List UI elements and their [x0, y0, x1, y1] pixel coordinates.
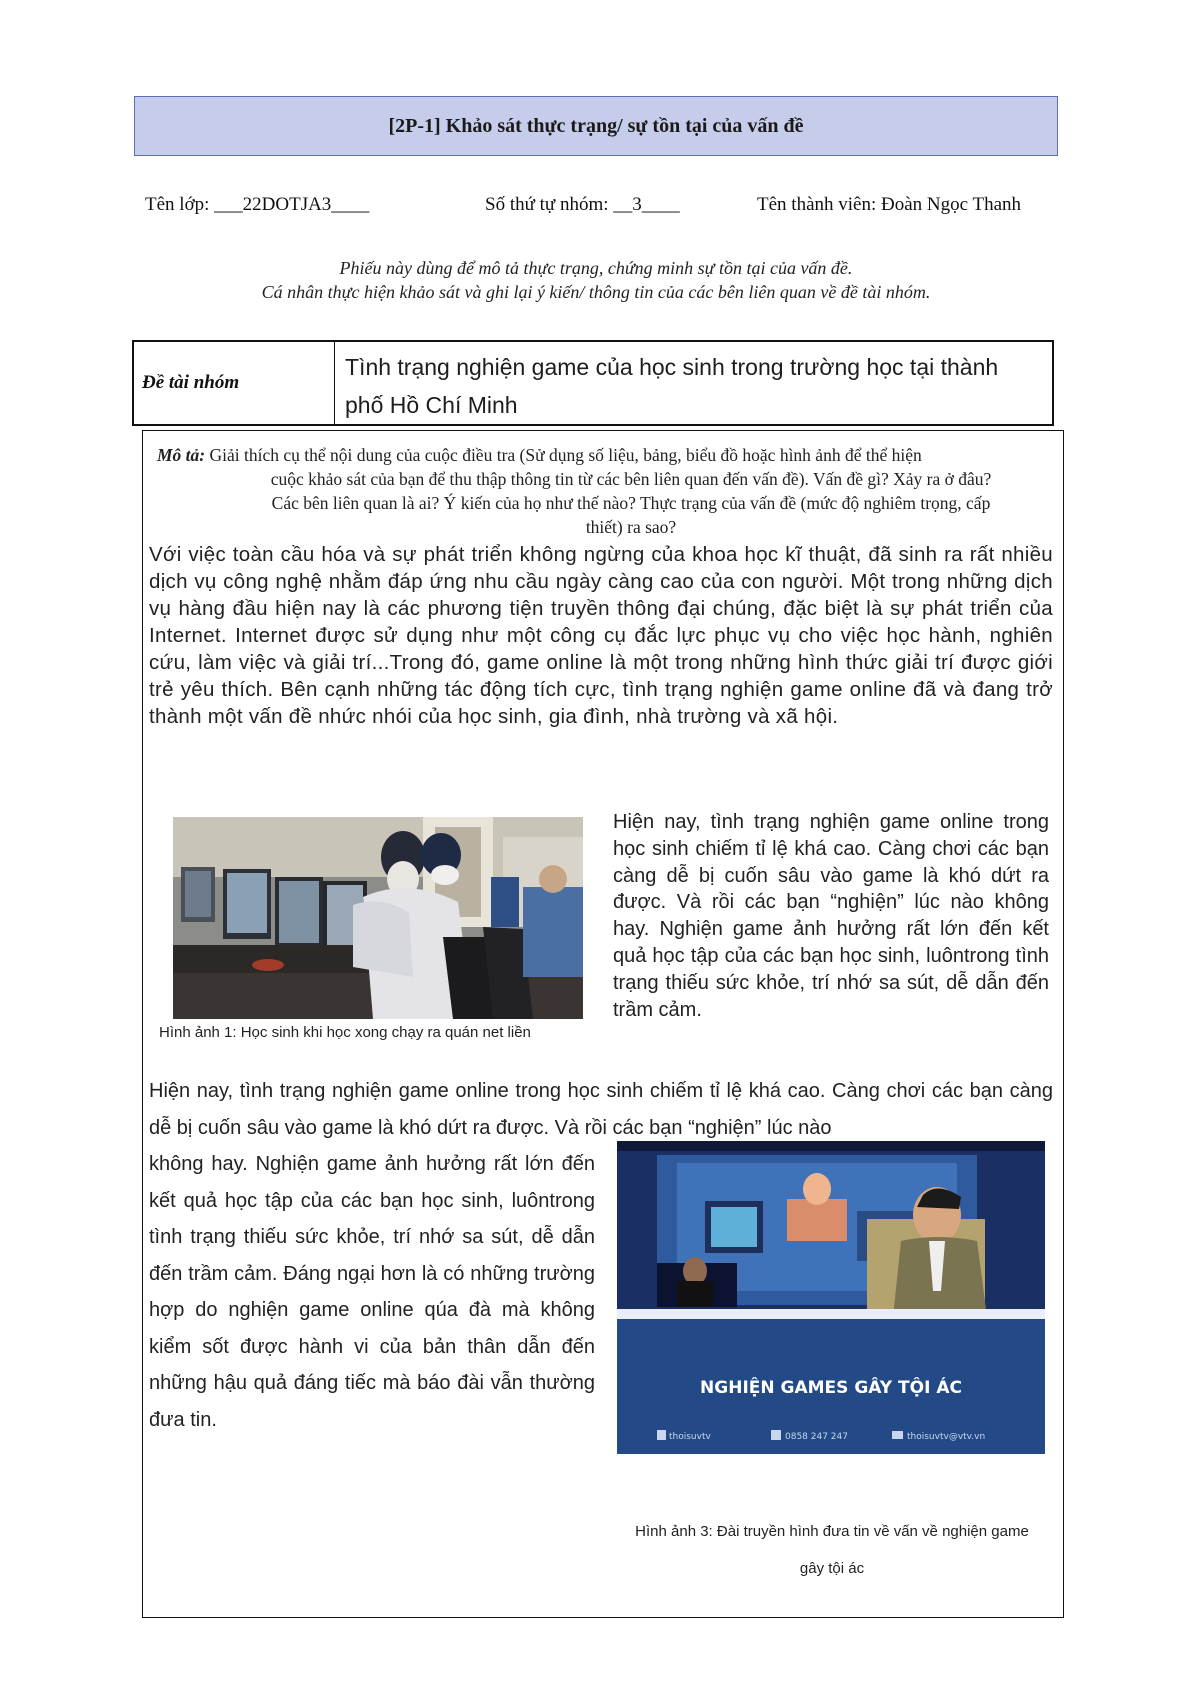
description-line-3: Các bên liên quan là ai? Ý kiến của họ như thế nào? Thực trạng của vấn đề (mức độ nghiêm trọng, cấp [271, 493, 991, 513]
body-paragraph-3: Hiện nay, tình trạng nghiện game online trong học sinh chiếm tỉ lệ khá cao. Càng chơi các bạn càng dễ bị cuốn sâu vào game là khó dứt ra được. Và rồi các bạn “nghiện” lúc nào [149, 1080, 1053, 1139]
meta-row [145, 194, 1045, 222]
instruction-line-2: Cá nhân thực hiện khảo sát và ghi lại ý kiến/ thông tin của các bên liên quan về đề tài nhóm. [261, 282, 931, 302]
instruction-line-1: Phiếu này dùng để mô tả thực trạng, chứng minh sự tồn tại của vấn đề. [339, 258, 853, 278]
figure-3-email: thoisuvtv@vtv.vn [907, 1432, 986, 1442]
description-line-2: cuộc khảo sát của bạn để thu thập thông tin từ các bên liên quan đến vấn đề). Vấn đề gì? Xảy ra ở đâu? [270, 469, 992, 489]
description-line-1: Giải thích cụ thể nội dung của cuộc điều tra (Sử dụng số liệu, bảng, biểu đồ hoặc hình ảnh để thể hiện [209, 445, 922, 465]
email-icon [892, 1431, 903, 1439]
figure-3-facebook: thoisuvtv [669, 1432, 711, 1442]
description-label: Mô tả: [157, 445, 206, 465]
figure-1-caption: Hình ảnh 1: Học sinh khi học xong chạy ra quán net liền [159, 1024, 531, 1041]
figure-3-caption-line-1: Hình ảnh 3: Đài truyền hình đưa tin về vấn về nghiện game [635, 1523, 1029, 1540]
topic-label: Đề tài nhóm [134, 342, 335, 424]
class-field: Tên lớp: ___22DOTJA3____ [145, 194, 370, 215]
phone-icon [771, 1430, 781, 1440]
group-number-field: Số thứ tự nhóm: __3____ [485, 194, 680, 215]
section-header [134, 96, 1058, 156]
description-line-4: thiết) ra sao? [585, 517, 677, 537]
figure-3-caption [609, 1513, 1055, 1587]
facebook-icon [657, 1430, 666, 1440]
instructions [134, 256, 1058, 304]
figure-3-caption-line-2: gây tội ác [799, 1560, 865, 1577]
body-paragraph-4: không hay. Nghiện game ảnh hưởng rất lớn đến kết quả học tập của các bạn học sinh, luôntrong tình trạng thiếu sức khỏe, trí nhớ sa sút, dễ dẫn đến trầm cảm. Đáng ngại hơn là có những trường hợp do nghiện game online qúa đà mà không kiểm sốt được hành vi của bản thân dẫn đến những hậu quả đáng tiếc mà báo đài vẫn thường đưa tin. [149, 1153, 595, 1431]
figure-1-image [173, 817, 583, 1019]
topic-table [132, 340, 1054, 426]
description-box [142, 430, 1064, 1618]
description-prompt [157, 443, 1047, 539]
section-title: [2P-1] Khảo sát thực trạng/ sự tồn tại của vấn đề [388, 114, 804, 137]
topic-value: Tình trạng nghiện game của học sinh trong trường học tại thành phố Hồ Chí Minh [345, 354, 999, 418]
figure-3-phone: 0858 247 247 [785, 1432, 848, 1442]
figure-3-banner: NGHIỆN GAMES GÂY TỘI ÁC [700, 1378, 962, 1398]
body-paragraph-1: Với việc toàn cầu hóa và sự phát triển không ngừng của khoa học kĩ thuật, đã sinh ra rất nhiều dịch vụ công nghệ nhằm đáp ứng nhu cầu ngày càng cao của con người. Một trong những dịch vụ hàng đầu hiện nay là các phương tiện truyền thông đại chúng, đặc biệt là sự phát triển của Internet. Internet được sử dụng như một công cụ đắc lực phục vụ cho việc học hành, nghiên cứu, làm việc và giải trí...Trong đó, game online là một trong những hình thức giải trí được giới trẻ yêu thích. Bên cạnh những tác động tích cực, tình trạng nghiện game online đã và đang trở thành một vấn đề nhức nhói của học sinh, gia đình, nhà trường và xã hội. [149, 543, 1053, 728]
member-name-field: Tên thành viên: Đoàn Ngọc Thanh [757, 194, 1021, 215]
figure-3-image [617, 1141, 1045, 1454]
body-paragraph-2: Hiện nay, tình trạng nghiện game online trong học sinh chiếm tỉ lệ khá cao. Càng chơi các bạn càng dễ bị cuốn sâu vào game là khó dứt ra được. Và rồi các bạn “nghiện” lúc nào không hay. Nghiện game ảnh hưởng rất lớn đến kết quả học tập của các bạn học sinh, luôntrong tình trạng thiếu sức khỏe, trí nhớ sa sút, dễ dẫn đến trầm cảm. [613, 811, 1049, 1021]
